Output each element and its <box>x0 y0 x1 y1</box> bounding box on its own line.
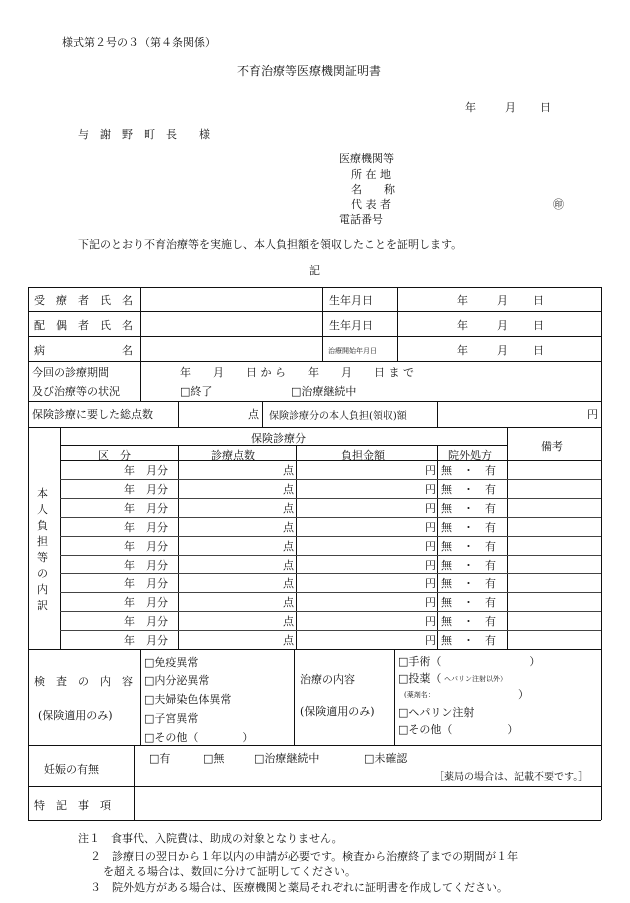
patient-name-label: 受 療 者 氏 名 <box>34 294 133 307</box>
drug-name-close: ） <box>518 688 529 701</box>
row-month: 年 月分 <box>124 577 168 590</box>
row-yen-unit: 円 <box>425 540 436 553</box>
note-3: ３ 院外処方がある場合は、医療機関と薬局それぞれに証明書を作成してください。 <box>90 881 508 894</box>
row-points-unit: 点 <box>283 559 294 572</box>
row-yen-unit: 円 <box>425 502 436 515</box>
row-month: 年 月分 <box>124 540 168 553</box>
row-yen-unit: 円 <box>425 596 436 609</box>
ymd-month: 月 <box>497 294 508 307</box>
treatment-heparin-checkbox[interactable]: □ヘパリン注射 <box>398 706 475 719</box>
exam-label: 検 査 の 内 容 <box>34 675 133 688</box>
patient-birthdate-label: 生年月日 <box>329 294 373 307</box>
exam-chromosome-checkbox[interactable]: □夫婦染色体異常 <box>144 693 232 706</box>
document-title: 不育治療等医療機関証明書 <box>237 64 382 78</box>
date-day: 日 <box>540 101 551 114</box>
pregnancy-label: 妊娠の有無 <box>44 763 99 776</box>
ymd-year: 年 <box>457 344 468 357</box>
row-points-unit: 点 <box>283 596 294 609</box>
seal-mark: ㊞ <box>553 198 564 211</box>
ki-mark: 記 <box>309 264 320 277</box>
status-done-checkbox[interactable]: □終了 <box>180 385 213 398</box>
pregnancy-continuing-checkbox[interactable]: □治療継続中 <box>254 752 320 765</box>
ymd-month: 月 <box>497 344 508 357</box>
total-points-unit: 点 <box>248 408 259 421</box>
ymd-month: 月 <box>497 319 508 332</box>
note-2: ２ 診療日の翌日から１年以内の申請が必要です。検査から治療終了までの期間が１年 <box>90 850 519 863</box>
row-points-unit: 点 <box>283 502 294 515</box>
institution-name-label: 名 称 <box>351 183 395 196</box>
row-month: 年 月分 <box>124 634 168 647</box>
row-month: 年 月分 <box>124 521 168 534</box>
form-number: 様式第２号の３（第４条関係） <box>62 36 216 49</box>
certification-statement: 下記のとおり不育治療等を実施し、本人負担額を領収したことを証明します。 <box>78 238 463 251</box>
row-yen-unit: 円 <box>425 483 436 496</box>
row-month: 年 月分 <box>124 596 168 609</box>
institution-representative-label: 代 表 者 <box>351 198 391 211</box>
pregnancy-yes-checkbox[interactable]: □有 <box>149 752 171 765</box>
spouse-name-label: 配 偶 者 氏 名 <box>34 319 133 332</box>
row-month: 年 月分 <box>124 502 168 515</box>
row-rx-choice[interactable]: 無 ・ 有 <box>441 464 496 477</box>
row-points-unit: 点 <box>283 540 294 553</box>
date-month: 月 <box>505 101 516 114</box>
row-points-unit: 点 <box>283 483 294 496</box>
exam-label-note: (保険適用のみ) <box>38 709 113 722</box>
row-month: 年 月分 <box>124 464 168 477</box>
heparin-note: ヘパリン注射以外） <box>444 675 507 683</box>
self-pay-label: 保険診療分の本人負担(領収)額 <box>269 411 407 422</box>
row-rx-choice[interactable]: 無 ・ 有 <box>441 521 496 534</box>
row-month: 年 月分 <box>124 615 168 628</box>
row-yen-unit: 円 <box>425 521 436 534</box>
ymd-day: 日 <box>533 344 544 357</box>
breakdown-label: 本人負担等の内訳 <box>37 487 48 612</box>
remarks-header: 備考 <box>541 440 563 453</box>
drug-name-label: (薬剤名： <box>404 691 435 699</box>
treatment-start-label: 治療開始年月日 <box>328 347 377 355</box>
row-yen-unit: 円 <box>425 577 436 590</box>
row-rx-choice[interactable]: 無 ・ 有 <box>441 483 496 496</box>
col-header-rx: 院外処方 <box>448 449 492 462</box>
row-rx-choice[interactable]: 無 ・ 有 <box>441 634 496 647</box>
insurance-header: 保険診療分 <box>251 432 306 445</box>
institution-address-label: 所 在 地 <box>351 168 391 181</box>
note-2-cont: を超える場合は、数回に分けて証明してください。 <box>103 865 356 878</box>
institution-label: 医療機関等 <box>339 152 394 165</box>
exam-other-checkbox[interactable]: □その他（ ） <box>144 731 254 744</box>
addressee: 与 謝 野 町 長 様 <box>78 128 210 141</box>
disease-name-label: 病 名 <box>34 344 133 357</box>
row-yen-unit: 円 <box>425 615 436 628</box>
treatment-label: 治療の内容 <box>300 673 355 686</box>
row-yen-unit: 円 <box>425 634 436 647</box>
period-label-2: 及び治療等の状況 <box>32 385 120 398</box>
spouse-birthdate-label: 生年月日 <box>329 319 373 332</box>
row-points-unit: 点 <box>283 615 294 628</box>
treatment-label-note: (保険適用のみ) <box>300 705 375 718</box>
ymd-day: 日 <box>533 294 544 307</box>
ymd-day: 日 <box>533 319 544 332</box>
col-header-amount: 負担金額 <box>341 449 385 462</box>
special-notes-label: 特 記 事 項 <box>34 799 111 812</box>
row-points-unit: 点 <box>283 464 294 477</box>
status-continue-checkbox[interactable]: □治療継続中 <box>291 385 357 398</box>
row-points-unit: 点 <box>283 634 294 647</box>
total-points-label: 保険診療に要した総点数 <box>32 408 153 421</box>
institution-phone-label: 電話番号 <box>339 213 383 226</box>
treatment-surgery-checkbox[interactable]: □手術（ ） <box>398 655 541 668</box>
exam-immune-checkbox[interactable]: □免疫異常 <box>144 656 199 669</box>
treatment-medication-checkbox[interactable]: □投薬（ <box>398 672 442 685</box>
exam-endocrine-checkbox[interactable]: □内分泌異常 <box>144 674 210 687</box>
note-1: 注１ 食事代、入院費は、助成の対象となりません。 <box>78 832 343 845</box>
date-year: 年 <box>465 101 476 114</box>
self-pay-unit: 円 <box>587 408 598 421</box>
period-range: 年 月 日 か ら 年 月 日 ま で <box>180 366 414 379</box>
ymd-year: 年 <box>457 294 468 307</box>
row-rx-choice[interactable]: 無 ・ 有 <box>441 596 496 609</box>
row-month: 年 月分 <box>124 559 168 572</box>
period-label-1: 今回の診療期間 <box>32 366 109 379</box>
row-rx-choice[interactable]: 無 ・ 有 <box>441 559 496 572</box>
row-points-unit: 点 <box>283 521 294 534</box>
exam-uterine-checkbox[interactable]: □子宮異常 <box>144 712 199 725</box>
treatment-other-checkbox[interactable]: □その他（ ） <box>398 723 519 736</box>
ymd-year: 年 <box>457 319 468 332</box>
row-yen-unit: 円 <box>425 464 436 477</box>
row-month: 年 月分 <box>124 483 168 496</box>
row-yen-unit: 円 <box>425 559 436 572</box>
pregnancy-no-checkbox[interactable]: □無 <box>203 752 225 765</box>
row-points-unit: 点 <box>283 577 294 590</box>
pharmacy-note: ［薬局の場合は、記載不要です。］ <box>434 772 589 783</box>
col-header-points: 診療点数 <box>211 449 255 462</box>
row-rx-choice[interactable]: 無 ・ 有 <box>441 540 496 553</box>
row-rx-choice[interactable]: 無 ・ 有 <box>441 615 496 628</box>
pregnancy-unconfirmed-checkbox[interactable]: □未確認 <box>364 752 408 765</box>
col-header-category: 区 分 <box>98 449 131 462</box>
row-rx-choice[interactable]: 無 ・ 有 <box>441 577 496 590</box>
row-rx-choice[interactable]: 無 ・ 有 <box>441 502 496 515</box>
